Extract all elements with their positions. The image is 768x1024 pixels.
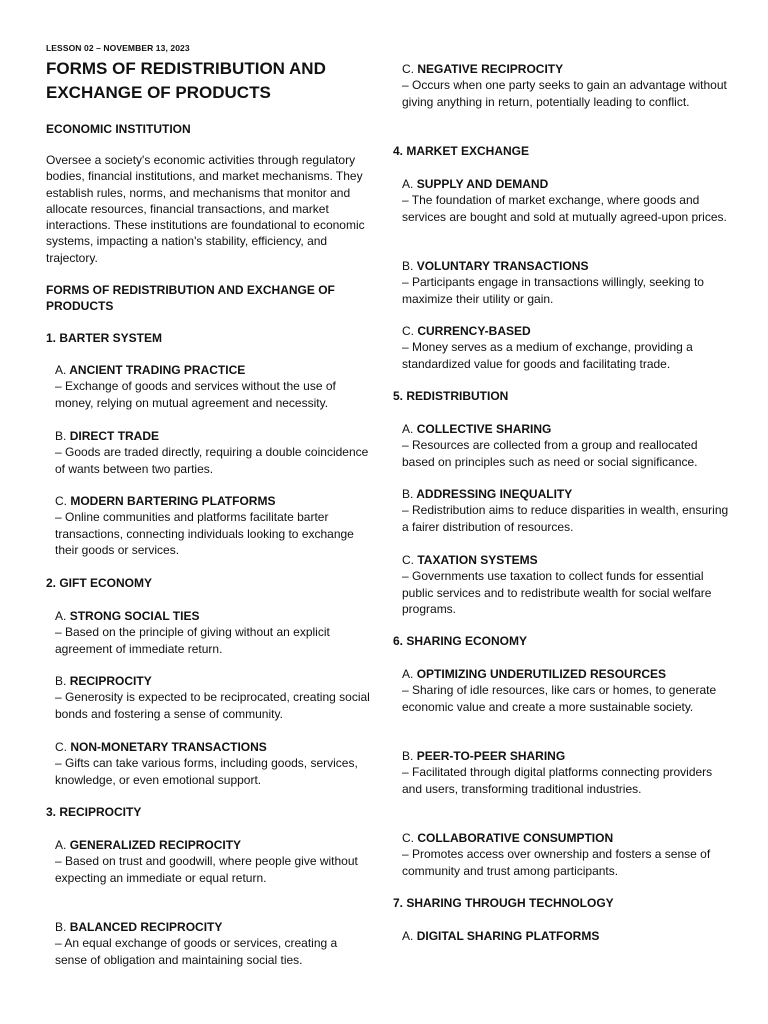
- market-item-b: [402, 258, 732, 307]
- technology-item-a: [402, 928, 732, 944]
- reciprocity-item-c: [402, 61, 732, 110]
- lesson-date-line: LESSON 02 – NOVEMBER 13, 2023: [46, 43, 190, 53]
- item-description: – Exchange of goods and services without the use of money, relying on mutual agreement and necessity.: [55, 379, 336, 410]
- item-title: C. COLLABORATIVE CONSUMPTION: [402, 831, 614, 845]
- item-title: A. OPTIMIZING UNDERUTILIZED RESOURCES: [402, 667, 667, 681]
- economic-institution-paragraph: Oversee a society's economic activities through regulatory bodies, financial institutions, and market mechanisms. They establish rules, norms, and mechanisms that monitor and allocate resources, financial transactions, and market interactions. These institutions are foundational to economic systems, impacting a nation's stability, efficiency, and trajectory.: [46, 153, 365, 265]
- economic-institution-heading: ECONOMIC INSTITUTION: [46, 122, 191, 136]
- item-title: A. STRONG SOCIAL TIES: [55, 609, 200, 623]
- item-title: C. NON-MONETARY TRANSACTIONS: [55, 740, 267, 754]
- item-description: – Governments use taxation to collect funds for essential public services and to redistribute wealth for social welfare programs.: [402, 569, 712, 616]
- item-description: – Promotes access over ownership and fosters a sense of community and trust among participants.: [402, 847, 711, 878]
- redistribution-item-c: [402, 552, 732, 617]
- market-item-c: [402, 323, 732, 372]
- item-description: – An equal exchange of goods or services, creating a sense of obligation and maintaining social ties.: [55, 936, 338, 967]
- gift-item-b: [55, 673, 370, 722]
- forms-heading: FORMS OF REDISTRIBUTION AND EXCHANGE OF PRODUCTS: [46, 283, 335, 313]
- item-description: – Resources are collected from a group and reallocated based on principles such as need or social significance.: [402, 438, 698, 469]
- section-sharing-technology-heading: 7. SHARING THROUGH TECHNOLOGY: [393, 896, 614, 910]
- item-description: – Sharing of idle resources, like cars or homes, to generate economic value and create a more sustainable society.: [402, 683, 717, 714]
- item-description: – The foundation of market exchange, where goods and services are bought and sold at mutually agreed-upon prices.: [402, 193, 727, 224]
- barter-item-a: [55, 362, 370, 411]
- item-title: A. DIGITAL SHARING PLATFORMS: [402, 929, 600, 943]
- gift-item-a: [55, 608, 370, 657]
- item-title: A. COLLECTIVE SHARING: [402, 422, 552, 436]
- item-description: – Based on the principle of giving without an explicit agreement of immediate return.: [55, 625, 330, 656]
- page-title: FORMS OF REDISTRIBUTION AND EXCHANGE OF PRODUCTS: [46, 59, 326, 102]
- item-title: B. ADDRESSING INEQUALITY: [402, 487, 573, 501]
- item-title: C. CURRENCY-BASED: [402, 324, 531, 338]
- sharing-item-b: [402, 748, 732, 797]
- item-description: – Online communities and platforms facilitate barter transactions, connecting individuals looking to exchange their goods or services.: [55, 510, 354, 557]
- item-description: – Goods are traded directly, requiring a double coincidence of wants between two parties.: [55, 445, 369, 476]
- item-title: A. SUPPLY AND DEMAND: [402, 177, 549, 191]
- section-sharing-economy-heading: 6. SHARING ECONOMY: [393, 634, 528, 648]
- section-reciprocity-heading: 3. RECIPROCITY: [46, 805, 142, 819]
- item-title: A. GENERALIZED RECIPROCITY: [55, 838, 242, 852]
- market-item-a: [402, 176, 732, 225]
- item-description: – Gifts can take various forms, including goods, services, knowledge, or even emotional support.: [55, 756, 358, 787]
- item-title: C. MODERN BARTERING PLATFORMS: [55, 494, 276, 508]
- item-title: B. BALANCED RECIPROCITY: [55, 920, 223, 934]
- gift-item-c: [55, 739, 370, 788]
- item-description: – Occurs when one party seeks to gain an advantage without giving anything in return, potentially leading to conflict.: [402, 78, 727, 109]
- barter-item-b: [55, 428, 370, 477]
- item-description: – Redistribution aims to reduce disparities in wealth, ensuring a fairer distribution of resources.: [402, 503, 729, 534]
- item-description: – Money serves as a medium of exchange, providing a standardized value for goods and facilitating trade.: [402, 340, 693, 371]
- sharing-item-a: [402, 666, 732, 715]
- section-gift-economy-heading: 2. GIFT ECONOMY: [46, 576, 153, 590]
- item-description: – Participants engage in transactions willingly, seeking to maximize their utility or gain.: [402, 275, 704, 306]
- item-title: B. DIRECT TRADE: [55, 429, 160, 443]
- redistribution-item-a: [402, 421, 732, 470]
- redistribution-item-b: [402, 486, 732, 535]
- reciprocity-item-b: [55, 919, 370, 968]
- item-title: B. RECIPROCITY: [55, 674, 152, 688]
- section-redistribution-heading: 5. REDISTRIBUTION: [393, 389, 509, 403]
- item-title: C. TAXATION SYSTEMS: [402, 553, 538, 567]
- item-description: – Generosity is expected to be reciprocated, creating social bonds and fostering a sense of community.: [55, 690, 370, 721]
- item-title: A. ANCIENT TRADING PRACTICE: [55, 363, 246, 377]
- item-title: C. NEGATIVE RECIPROCITY: [402, 62, 564, 76]
- item-title: B. PEER-TO-PEER SHARING: [402, 749, 566, 763]
- sharing-item-c: [402, 830, 732, 879]
- section-market-exchange-heading: 4. MARKET EXCHANGE: [393, 144, 530, 158]
- section-barter-heading: 1. BARTER SYSTEM: [46, 331, 163, 345]
- reciprocity-item-a: [55, 837, 370, 886]
- item-description: – Facilitated through digital platforms connecting providers and users, transforming traditional industries.: [402, 765, 713, 796]
- item-description: – Based on trust and goodwill, where people give without expecting an immediate or equal return.: [55, 854, 358, 885]
- item-title: B. VOLUNTARY TRANSACTIONS: [402, 259, 589, 273]
- barter-item-c: [55, 493, 370, 558]
